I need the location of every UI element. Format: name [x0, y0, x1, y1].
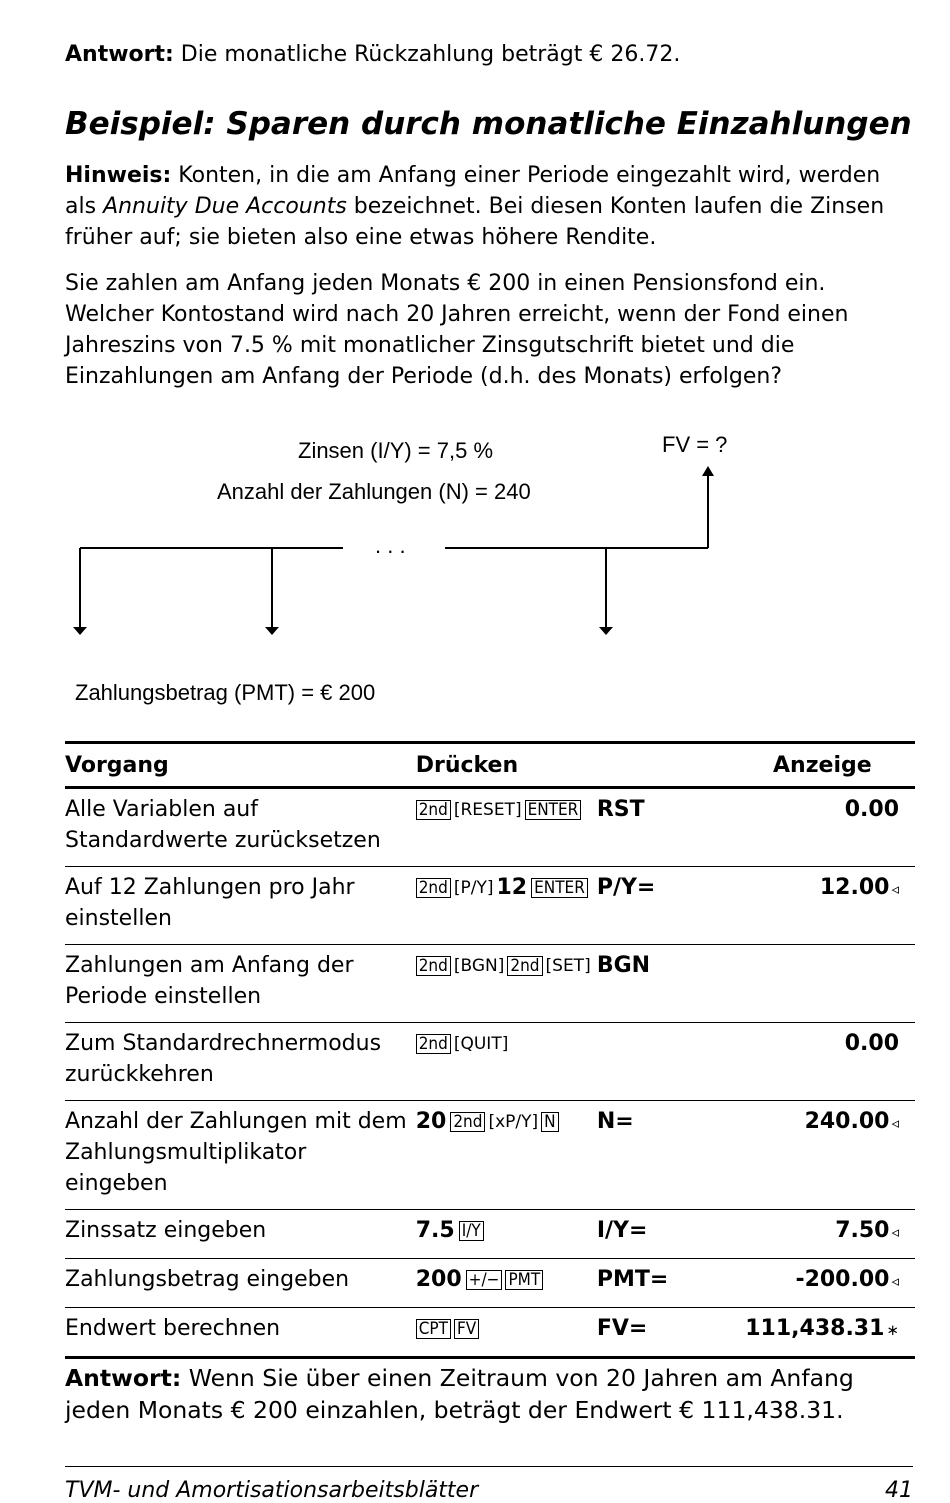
pmt-arrow-head-3 [599, 627, 613, 635]
key-quit: [QUIT] [453, 1034, 509, 1054]
question-paragraph: Sie zahlen am Anfang jeden Monats € 200 in einen Pensionsfond ein. Welcher Kontostand wird nach 20 Jahren erreicht, wenn der Fond einen Jahreszins von 7.5 % mit monatlicher Zinsgutschrift bietet und die Einzahlungen am Anfang der Periode (d.h. des Monats) erfolgen? [65, 271, 849, 389]
row-action: Zahlungsbetrag eingeben [65, 1259, 416, 1308]
cash-flow-diagram [65, 420, 915, 720]
note-label: Hinweis: [65, 163, 172, 188]
row-display-value [685, 1023, 915, 1101]
fv-label: FV = ? [662, 432, 728, 457]
row-keys [416, 1101, 597, 1210]
example-heading: Beispiel: Sparen durch monatliche Einzahlungen [65, 106, 912, 142]
row-keys [416, 1210, 597, 1259]
table-row [65, 1023, 915, 1101]
value-text: 240.00 [804, 1109, 890, 1134]
value-text: 0.00 [844, 1031, 899, 1056]
answer-label: Antwort: [65, 42, 174, 67]
row-display-value [685, 1101, 915, 1210]
row-display-value [685, 867, 915, 945]
key-cpt: CPT [416, 1319, 451, 1339]
row-display-label: I/Y= [597, 1210, 685, 1259]
footer-divider [65, 1466, 913, 1467]
row-action: Auf 12 Zahlungen pro Jahr einstellen [65, 867, 416, 945]
key-number: 12 [496, 875, 528, 900]
row-display-value [685, 945, 915, 1023]
value-text: 0.00 [844, 797, 899, 822]
key-enter: ENTER [531, 878, 588, 898]
previous-answer [65, 42, 680, 67]
pmt-label: Zahlungsbetrag (PMT) = € 200 [75, 680, 376, 705]
key-fv: FV [454, 1319, 479, 1339]
row-display-label: N= [597, 1101, 685, 1210]
key-2nd: 2nd [450, 1112, 485, 1132]
footer-chapter-title: TVM- und Amortisationsarbeitsblätter [65, 1478, 479, 1503]
key-plus-minus: +/− [466, 1270, 503, 1290]
row-display-label [597, 1023, 685, 1101]
key-2nd: 2nd [416, 956, 451, 976]
table-row [65, 788, 915, 867]
pmt-arrow-head-2 [265, 627, 279, 635]
table-row [65, 1210, 915, 1259]
row-keys [416, 945, 597, 1023]
key-2nd: 2nd [416, 878, 451, 898]
row-keys [416, 1308, 597, 1358]
row-display-label: RST [597, 788, 685, 867]
answer-label: Antwort: [65, 1364, 182, 1392]
row-display-label: PMT= [597, 1259, 685, 1308]
key-number: 200 [415, 1267, 462, 1292]
header-press: Drücken [416, 743, 597, 788]
key-iy: I/Y [459, 1221, 484, 1241]
table-header-row [65, 743, 915, 788]
header-empty [597, 743, 685, 788]
interest-label: Zinsen (I/Y) = 7,5 % [298, 438, 494, 463]
row-action: Zinssatz eingeben [65, 1210, 416, 1259]
key-bgn: [BGN] [453, 956, 505, 976]
table-row [65, 1308, 915, 1358]
value-text: -200.00 [795, 1267, 890, 1292]
row-display-value [685, 1210, 915, 1259]
row-display-value [685, 1308, 915, 1358]
key-2nd: 2nd [416, 800, 451, 820]
key-n: N [541, 1112, 558, 1132]
key-number: 20 [415, 1109, 447, 1134]
key-set: [SET] [545, 956, 591, 976]
value-text: 111,438.31 [745, 1316, 885, 1341]
key-pmt: PMT [505, 1270, 543, 1290]
key-number: 7.5 [415, 1218, 455, 1243]
value-text: 12.00 [819, 875, 890, 900]
key-2nd: 2nd [507, 956, 542, 976]
answer-text: Wenn Sie über einen Zeitraum von 20 Jahren am Anfang jeden Monats € 200 einzahlen, beträgt der Endwert € 111,438.31. [65, 1364, 854, 1424]
row-action: Endwert berechnen [65, 1308, 416, 1358]
row-keys [416, 867, 597, 945]
header-display: Anzeige [685, 743, 915, 788]
page-number: 41 [885, 1478, 913, 1503]
row-display-value [685, 788, 915, 867]
note-text-a: Konten, in die am Anfang einer Periode eingezahlt wird, werden als [65, 163, 881, 219]
note-text-b: bezeichnet. Bei diesen Konten laufen die Zinsen früher auf; sie bieten also eine etwas höhere Rendite. [65, 194, 885, 250]
row-display-label: BGN [597, 945, 685, 1023]
note-paragraph [65, 160, 915, 253]
computed-indicator: ∗ [886, 1321, 899, 1339]
row-display-label: P/Y= [597, 867, 685, 945]
answer-text: Die monatliche Rückzahlung beträgt € 26.72. [173, 42, 681, 67]
row-action: Zum Standardrechnermodus zurückkehren [65, 1023, 416, 1101]
table-row [65, 867, 915, 945]
key-xpy: [xP/Y] [488, 1112, 539, 1132]
header-action: Vorgang [65, 743, 416, 788]
pmt-arrow-head-1 [73, 627, 87, 635]
table-row [65, 1101, 915, 1210]
count-label: Anzahl der Zahlungen (N) = 240 [217, 479, 531, 504]
row-keys [416, 788, 597, 867]
row-action: Alle Variablen auf Standardwerte zurücksetzen [65, 788, 416, 867]
note-italic: Annuity Due Accounts [103, 194, 347, 219]
final-answer [65, 1362, 915, 1426]
key-enter: ENTER [525, 800, 582, 820]
entered-indicator: ◃ [891, 880, 899, 898]
entered-indicator: ◃ [891, 1114, 899, 1132]
key-2nd: 2nd [416, 1034, 451, 1054]
entered-indicator: ◃ [891, 1223, 899, 1241]
table-row [65, 1259, 915, 1308]
row-display-value [685, 1259, 915, 1308]
key-py: [P/Y] [453, 878, 494, 898]
entered-indicator: ◃ [891, 1272, 899, 1290]
table-row [65, 945, 915, 1023]
ellipsis: . . . [375, 533, 406, 558]
row-action: Zahlungen am Anfang der Periode einstellen [65, 945, 416, 1023]
row-keys [416, 1023, 597, 1101]
keystroke-table [65, 741, 915, 1359]
row-action: Anzahl der Zahlungen mit dem Zahlungsmultiplikator eingeben [65, 1101, 416, 1210]
key-reset: [RESET] [453, 800, 522, 820]
row-keys [416, 1259, 597, 1308]
row-display-label: FV= [597, 1308, 685, 1358]
value-text: 7.50 [835, 1218, 890, 1243]
fv-arrow-head [702, 466, 714, 476]
